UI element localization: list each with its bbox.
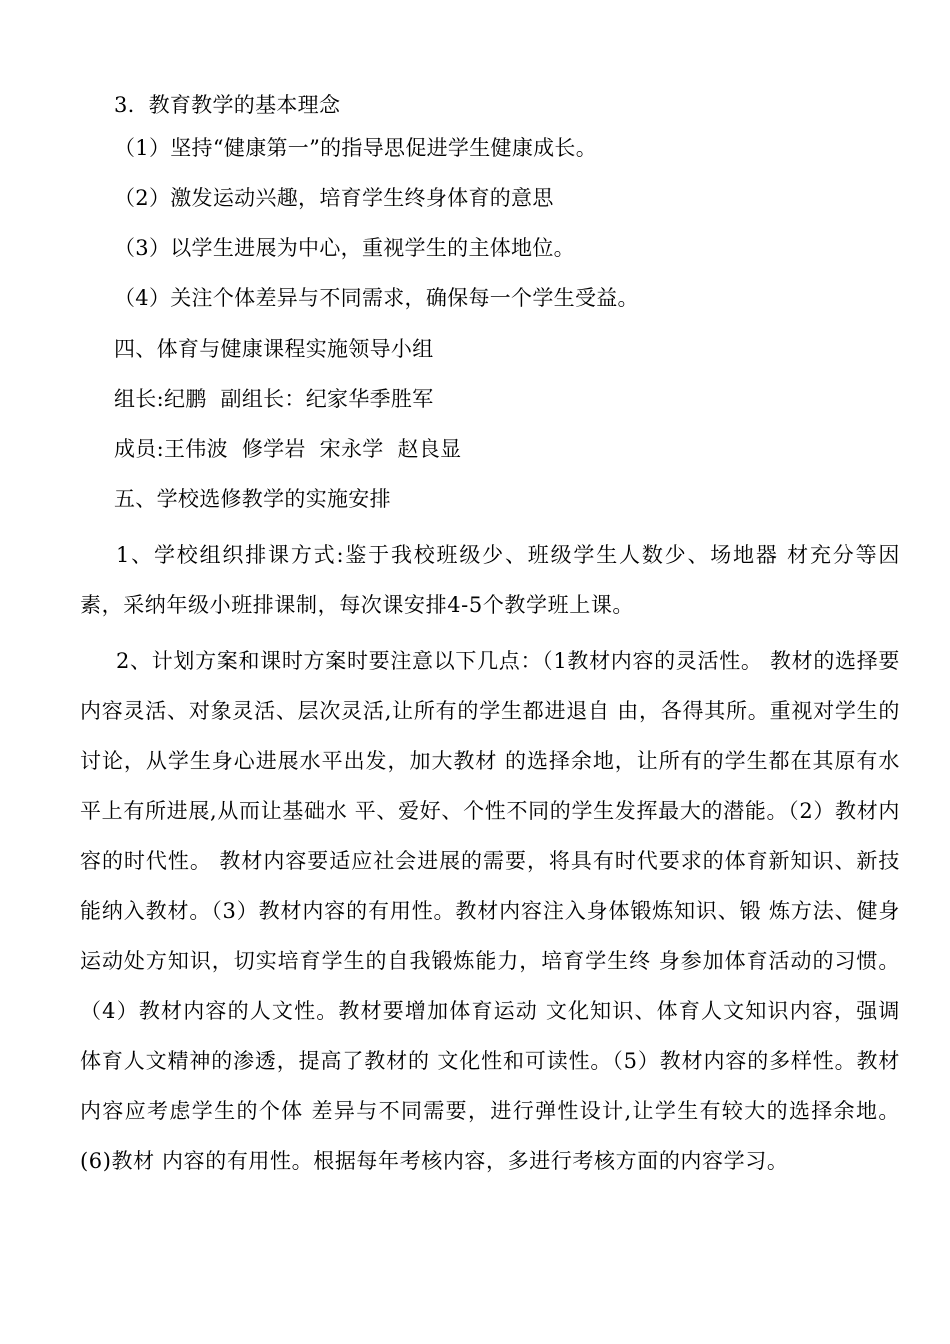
scheduling-paragraph: 1、学校组织排课方式:鉴于我校班级少、班级学生人数少、场地器 材充分等因素，采纳年级小班排课制，每次课安排4-5个教学班上课。 bbox=[80, 543, 900, 617]
principle-item-2: （2）激发运动兴趣，培育学生终身体育的意思 bbox=[114, 186, 554, 210]
section-3-heading: 3. 教育教学的基本理念 bbox=[114, 93, 341, 117]
section-5-heading: 五、学校选修教学的实施安排 bbox=[114, 487, 391, 511]
principle-item-4: （4）关注个体差异与不同需求，确保每一个学生受益。 bbox=[114, 286, 639, 310]
section-4-heading: 四、体育与健康课程实施领导小组 bbox=[114, 337, 434, 361]
principle-item-3: （3）以学生进展为中心，重视学生的主体地位。 bbox=[114, 236, 575, 260]
members-line: 成员:王伟波 修学岩 宋永学 赵良显 bbox=[114, 437, 462, 461]
leaders-line: 组长:纪鹏 副组长：纪家华季胜军 bbox=[114, 387, 434, 411]
principle-item-1: （1）坚持“健康第一”的指导思促进学生健康成长。 bbox=[114, 136, 598, 160]
planning-paragraph: 2、计划方案和课时方案时要注意以下几点：（1教材内容的灵活性。 教材的选择要内容灵活、对象灵活、层次灵活,让所有的学生都进退自 由，各得其所。重视对学生的讨论，从学生身心进展水平出发，加大教材 的选择余地，让所有的学生都在其原有水平上有所进展,从而让基础水 平、爱好、个性不同的学生发挥最大的潜能。（2）教材内容的时代性。 教材内容要适应社会进展的需要，将具有时代要求的体育新知识、新技 能纳入教材。（3）教材内容的有用性。教材内容注入身体锻炼知识、锻 炼方法、健身运动处方知识，切实培育学生的自我锻炼能力，培育学生终 身参加体育活动的习惯。（4）教材内容的人文性。教材要增加体育运动 文化知识、体育人文知识内容，强调体育人文精神的渗透，提高了教材的 文化性和可读性。（5）教材内容的多样性。教材内容应考虑学生的个体 差异与不同需要，进行弹性设计,让学生有较大的选择余地。(6)教材 内容的有用性。根据每年考核内容，多进行考核方面的内容学习。 bbox=[80, 649, 900, 1173]
